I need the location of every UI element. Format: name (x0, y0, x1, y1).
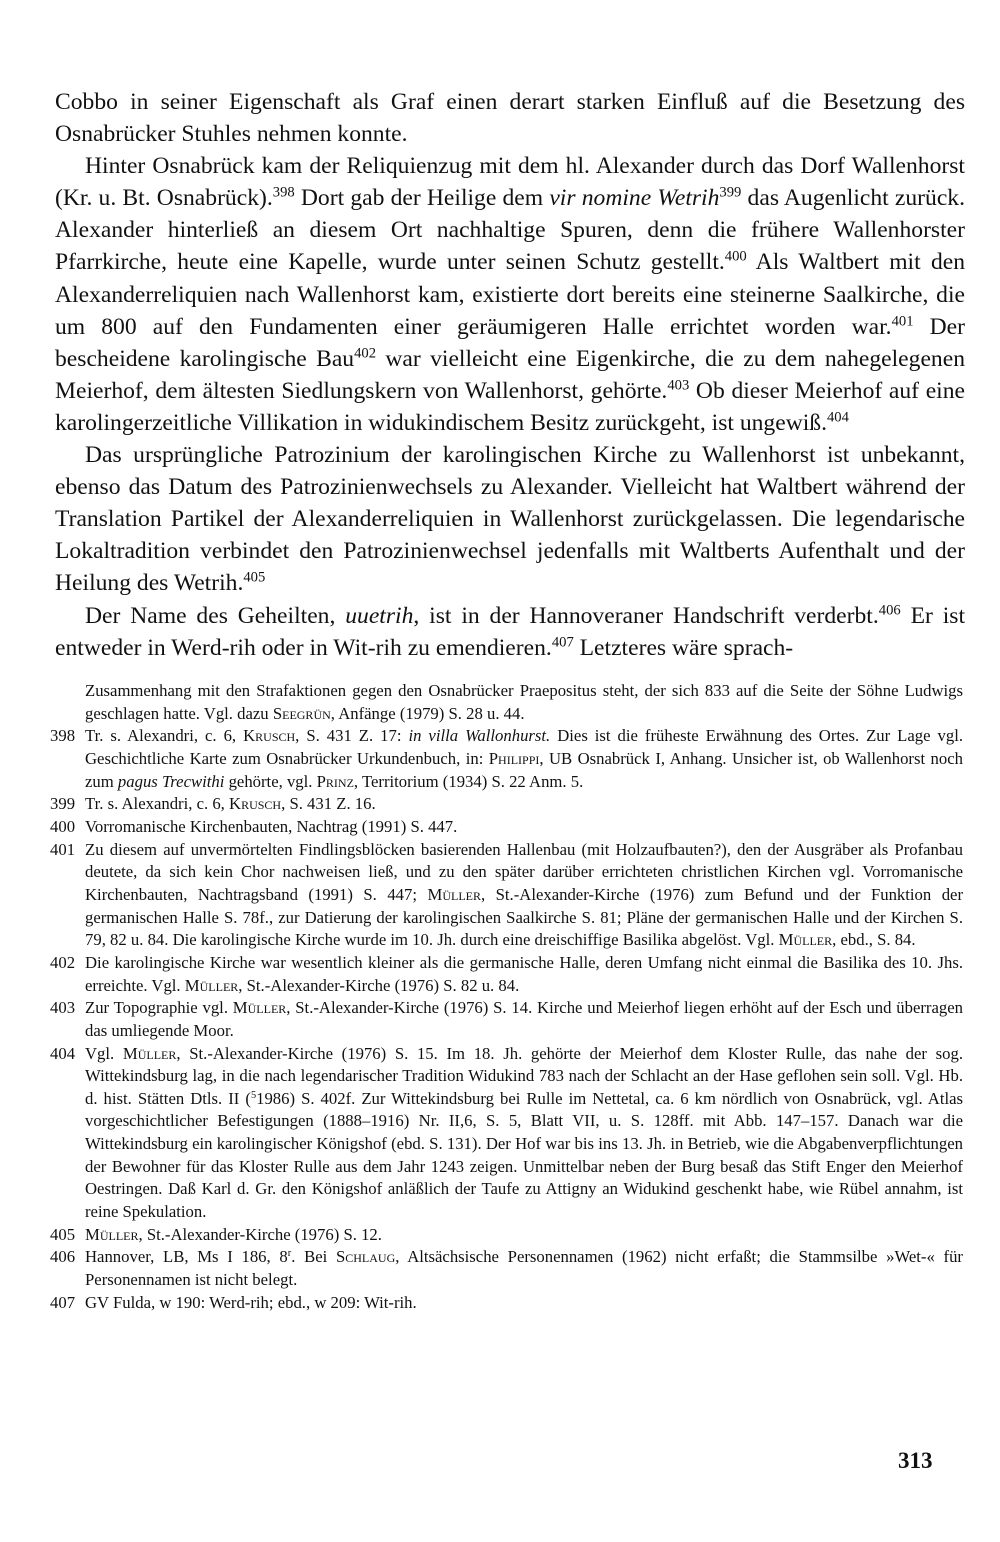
footnote-number: 402 (50, 952, 76, 972)
footnote-number: 407 (50, 1292, 76, 1312)
footnotes (50, 680, 963, 1314)
footnote-text: GV Fulda, w 190: Werd-rih; ebd., w 209: Wit-rih. (85, 1292, 417, 1312)
footnote-number: 398 (50, 726, 76, 746)
footnote-text: Tr. s. Alexandri, c. 6, Krusch, S. 431 Z. 17: in villa Wallonhurst. Dies ist die früheste Erwähnung des Ortes. Zur Lage vgl. Geschichtliche Karte zum Osnabrücker Urkundenbuch, in: Philippi, UB Osnabrück I, Anhang. Unsicher ist, ob Wallenhorst noch zum pagus Trecwithi gehörte, vgl. Prinz, Territorium (1934) S. 22 Anm. 5. (85, 726, 964, 791)
footnote-number: 401 (50, 839, 76, 859)
page-number: 313 (898, 1448, 933, 1473)
footnote (50, 793, 963, 816)
footnote (50, 1043, 963, 1224)
footnote-number: 399 (50, 794, 76, 814)
footnote-list (50, 725, 963, 1314)
footnote-text: Zur Topographie vgl. Müller, St.-Alexander-Kirche (1976) S. 14. Kirche und Meierhof liegen erhöht auf der Esch und überragen das umliegende Moor. (85, 998, 963, 1040)
paragraph: Das ursprüngliche Patrozinium der karolingischen Kirche zu Wallenhorst ist unbekannt, ebenso das Datum des Patrozinienwechsels zu Alexander. Vielleicht hat Waltbert während der Translation Partikel der Alexanderreliquien in Wallenhorst zurückgelassen. Die legendarische Lokaltradition verbindet den Patrozinienwechsel jedenfalls mit Waltberts Aufenthalt und der Heilung des Wetrih.$^{405}$ (55, 442, 965, 597)
paragraph: Cobbo in seiner Eigenschaft als Graf einen derart starken Einfluß auf die Besetzung des Osnabrücker Stuhles nehmen konnte. (55, 89, 965, 148)
footnote-number: 403 (50, 998, 76, 1018)
footnote-number: 404 (50, 1043, 76, 1063)
footnote (50, 816, 963, 839)
footnote (50, 997, 963, 1042)
footnote (50, 839, 963, 952)
paragraph: Der Name des Geheilten, uuetrih, ist in der Hannoveraner Handschrift verderbt.$^{406}$ Er ist entweder in Werd-rih oder in Wit-rih zu emendieren.$^{407}$ Letzteres wäre sprach- (55, 602, 965, 661)
footnote-text: Hannover, LB, Ms I 186, 8$^r$. Bei Schlaug, Altsächsische Personennamen (1962) nicht erfaßt; die Stammsilbe »Wet-« für Personennamen ist nicht belegt. (85, 1247, 963, 1290)
footnote (50, 952, 963, 997)
footnote-text: Zu diesem auf unvermörtelten Findlingsblöcken basierenden Hallenbau (mit Holzaufbauten?), den der Ausgräber als Profanbau deutete, da sich kein Chor nachweisen ließ, und zu den später darüber errichteten christlichen Kirchen vgl. Vorromanische Kirchenbauten, Nachtragsband (1991) S. 447; Müller, St.-Alexander-Kirche (1976) zum Befund und der Funktion der germanischen Halle S. 78f., zur Datierung der karolingischen Saalkirche S. 81; Pläne der germanischen Halle und der Kirchen S. 79, 82 u. 84. Die karolingische Kirche wurde im 10. Jh. durch eine dreischiffige Basilika abgelöst. Vgl. Müller, ebd., S. 84. (85, 839, 964, 950)
paragraph: Hinter Osnabrück kam der Reliquienzug mit dem hl. Alexander durch das Dorf Wallenhorst (Kr. u. Bt. Osnabrück).$^{398}$ Dort gab der Heilige dem vir nomine Wetrih$^{399}$ das Augenlicht zurück. Alexander hinterließ an diesem Ort nachhaltige Spuren, denn die frühere Wallenhorster Pfarrkirche, heute eine Kapelle, wurde unter seinen Schutz gestellt.$^{400}$ Als Waltbert mit den Alexanderreliquien nach Wallenhorst kam, existierte dort bereits eine steinerne Saalkirche, die um 800 auf den Fundamenten einer geräumigeren Halle errichtet worden war.$^{401}$ Der bescheidene karolingische Bau$^{402}$ war vielleicht eine Eigenkirche, die zu dem nahegelegenen Meierhof, dem ältesten Siedlungskern von Wallenhorst, gehörte.$^{403}$ Ob dieser Meierhof auf eine karolingerzeitliche Villikation in widukindischem Besitz zurückgeht, ist ungewiß.$^{404}$ (55, 153, 966, 436)
footnote-number: 400 (50, 816, 76, 836)
footnote-number: 405 (50, 1224, 76, 1244)
footnote (50, 1224, 963, 1247)
footnote-number: 406 (50, 1247, 76, 1267)
footnote-text: Tr. s. Alexandri, c. 6, Krusch, S. 431 Z. 16. (85, 794, 376, 814)
main-text (55, 86, 965, 664)
footnote (50, 725, 963, 793)
footnote-continuation: Zusammenhang mit den Strafaktionen gegen den Osnabrücker Praepositus steht, der sich 833 auf die Seite der Söhne Ludwigs geschlagen hatte. Vgl. dazu Seegrün, Anfänge (1979) S. 28 u. 44. (85, 681, 963, 723)
footnote (50, 1292, 963, 1315)
footnote (50, 1246, 963, 1291)
footnote-text: Die karolingische Kirche war wesentlich kleiner als die germanische Halle, deren Umfang nicht einmal die Basilika des 10. Jhs. erreichte. Vgl. Müller, St.-Alexander-Kirche (1976) S. 82 u. 84. (85, 952, 963, 995)
footnote-text: Müller, St.-Alexander-Kirche (1976) S. 12. (85, 1224, 382, 1244)
footnote-text: Vorromanische Kirchenbauten, Nachtrag (1991) S. 447. (85, 816, 458, 836)
footnote-text: Vgl. Müller, St.-Alexander-Kirche (1976) S. 15. Im 18. Jh. gehörte der Meierhof dem Kloster Rulle, das nahe der sog. Wittekindsburg lag, in die nach legendarischer Tradition Widukind 783 nach der Schlacht an der Hase geflohen sein soll. Vgl. Hb. d. hist. Stätten Dtls. II ($^5$1986) S. 402f. Zur Wittekindsburg bei Rulle im Nettetal, ca. 6 km nördlich von Osnabrück, vgl. Atlas vorgeschichtlicher Befestigungen (1888–1916) Nr. II,6, S. 5, Blatt VII, u. S. 128ff. mit Abb. 147–157. Danach war die Wittekindsburg ein karolingischer Königshof (ebd. S. 131). Der Hof war bis ins 13. Jh. in Betrieb, wie die Abgabenverpflichtungen der Bewohner für das Kloster Rulle aus dem Jahr 1243 zeigen. Unmittelbar neben der Burg besaß das Stift Enger den Meierhof Oestringen. Daß Karl d. Gr. den Königshof anläßlich der Taufe zu Attigny an Widukind geschenkt habe, wie Rübel annahm, ist reine Spekulation. (85, 1043, 964, 1222)
